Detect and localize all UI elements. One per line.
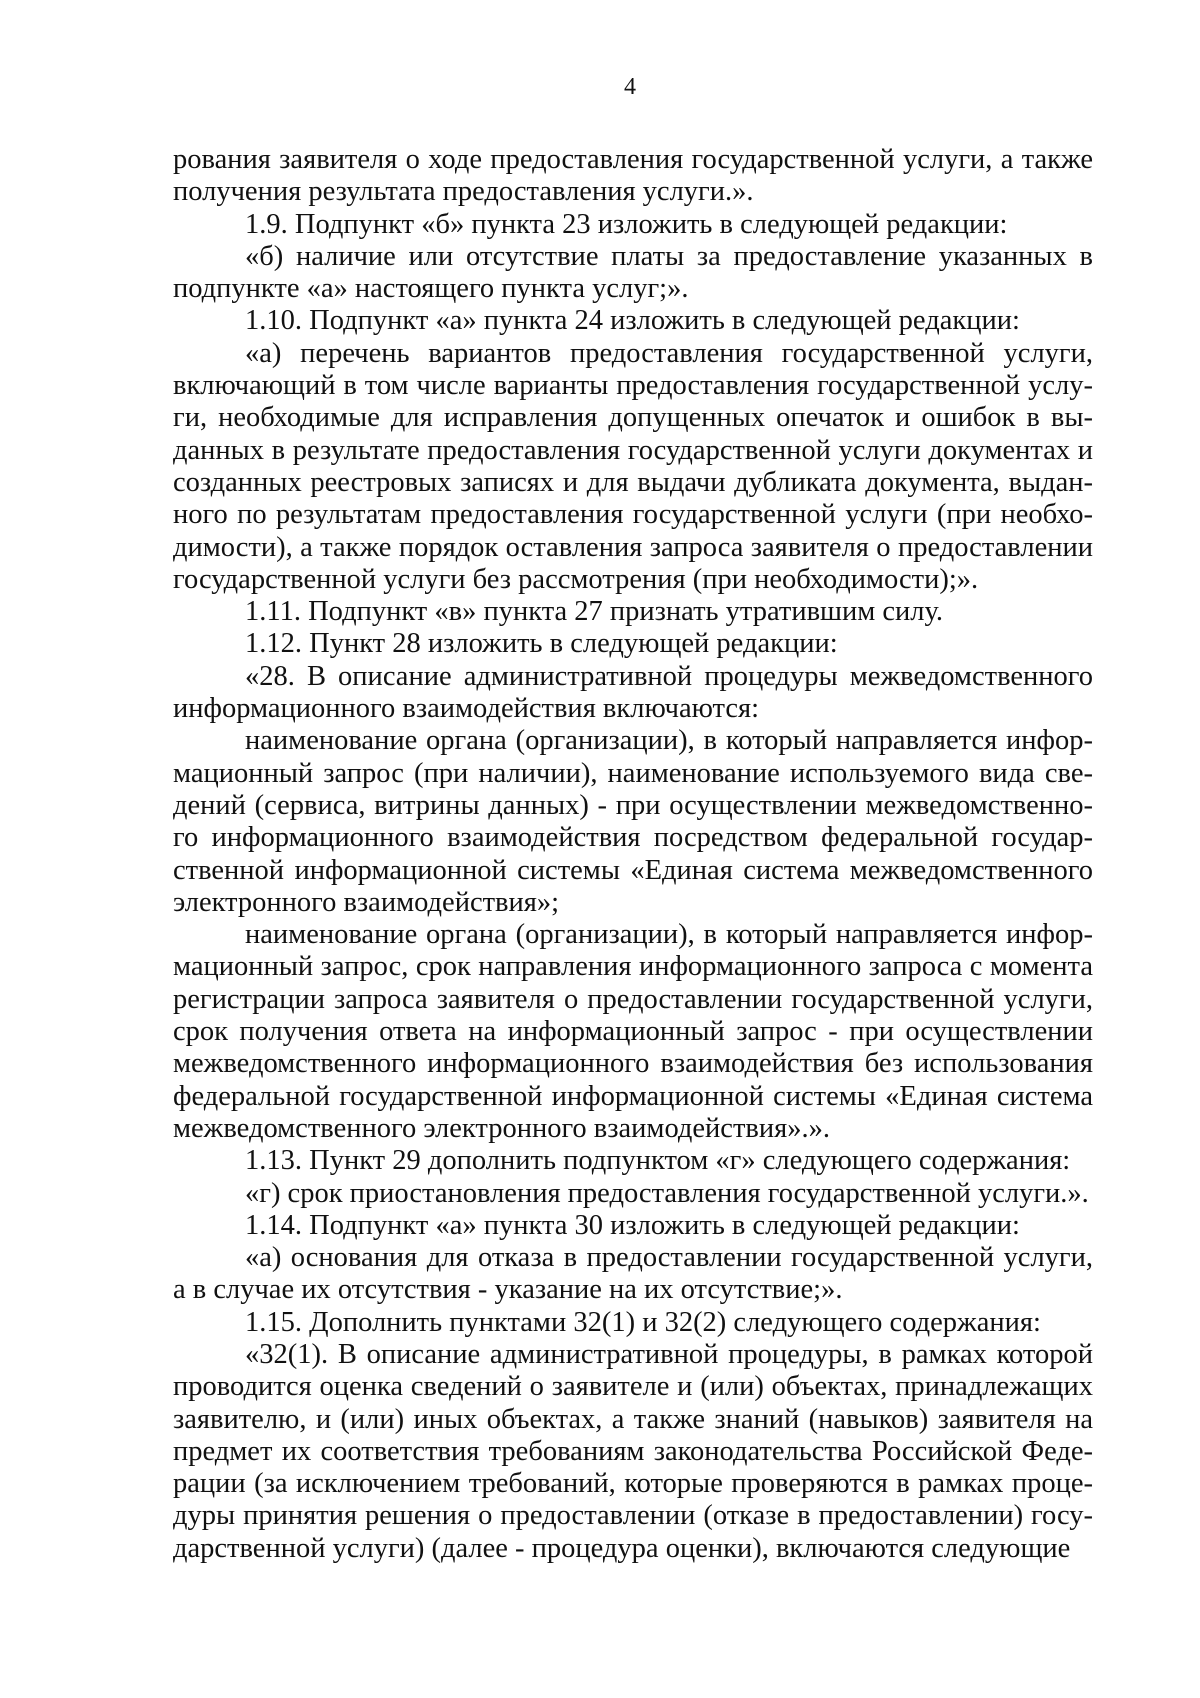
paragraph: «32(1). В описание административной процедуры, в рамках которой проводится оценка сведений о заявителе и (или) объектах, принадлежащих заявителю, и (или) иных объектах, а также знаний (навыков) заявителя на предмет их соответствия требованиям законодательства Российской Федерации (за исключением требований, которые проверяются в рамках процедуры принятия решения о предоставлении (отказе в предоставлении) государственной услуги) (далее - процедура оценки), включаются следующие — [173, 1338, 1093, 1564]
paragraph: 1.14. Подпункт «а» пункта 30 изложить в следующей редакции: — [245, 1209, 1020, 1241]
paragraph: 1.13. Пункт 29 дополнить подпунктом «г» следующего содержания: — [245, 1145, 1071, 1177]
paragraph: 1.10. Подпункт «а» пункта 24 изложить в следующей редакции: — [245, 305, 1020, 337]
paragraph: 1.15. Дополнить пунктами 32(1) и 32(2) следующего содержания: — [245, 1306, 1041, 1338]
paragraph: рования заявителя о ходе предоставления государственной услуги, а также получения результата предоставления услуги.». — [173, 144, 1093, 208]
paragraph: «г) срок приостановления предоставления государственной услуги.». — [245, 1177, 1089, 1209]
paragraph: 1.11. Подпункт «в» пункта 27 признать утратившим силу. — [245, 596, 944, 628]
paragraph: «б) наличие или отсутствие платы за предоставление указанных в подпункте «а» настоящего пункта услуг;». — [173, 240, 1093, 305]
paragraph: наименование органа (организации), в который направляется информационный запрос (при наличии), наименование используемого вида сведений (сервиса, витрины данных) - при осуществлении межведомственного информационного взаимодействия посредством федеральной государственной информационной системы «Единая система межведомственного электронного взаимодействия»; — [173, 725, 1093, 918]
paragraph: 1.12. Пункт 28 изложить в следующей редакции: — [245, 628, 838, 660]
document-body — [173, 144, 1093, 1565]
paragraph: наименование органа (организации), в который направляется информационный запрос, срок направления информационного запроса с момента регистрации запроса заявителя о предоставлении государственной услуги, срок получения ответа на информационный запрос - при осуществлении межведомственного информационного взаимодействия без использования федеральной государственной информационной системы «Единая система межведомственного электронного взаимодействия».». — [173, 919, 1093, 1144]
paragraph: 1.9. Подпункт «б» пункта 23 изложить в следующей редакции: — [245, 208, 1008, 240]
paragraph: «а) перечень вариантов предоставления государственной услуги, включающий в том числе варианты предоставления государственной услуги, необходимые для исправления допущенных опечаток и ошибок в выданных в результате предоставления государственной услуги документах и созданных реестровых записях и для выдачи дубликата документа, выданного по результатам предоставления государственной услуги (при необходимости), а также порядок оставления запроса заявителя о предоставлении государственной услуги без рассмотрения (при необходимости);». — [173, 337, 1093, 595]
paragraph: «а) основания для отказа в предоставлении государственной услуги, а в случае их отсутствия - указание на их отсутствие;». — [173, 1242, 1093, 1306]
page-number: 4 — [624, 74, 636, 100]
paragraph: «28. В описание административной процедуры межведомственного информационного взаимодействия включаются: — [173, 660, 1093, 725]
